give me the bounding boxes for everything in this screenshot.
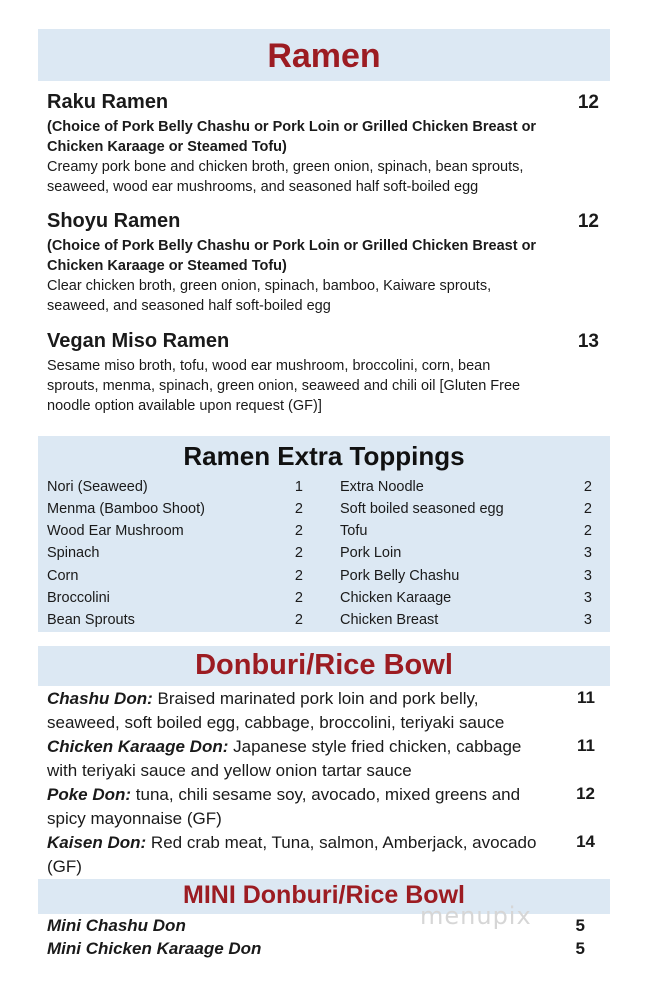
topping-name: Pork Belly Chashu: [340, 568, 460, 584]
shoyu-ramen-choice-2: Chicken Karaage or Steamed Tofu): [47, 258, 287, 274]
topping-price: 2: [294, 612, 303, 628]
topping-name: Bean Sprouts: [47, 612, 135, 628]
topping-price: 2: [294, 590, 303, 606]
raku-ramen-desc-2: seaweed, wood ear mushrooms, and seasoned half soft-boiled egg: [47, 179, 479, 195]
topping-row: [47, 498, 307, 520]
kaisen-don-desc: [47, 831, 547, 879]
kaisen-don-name: Kaisen Don:: [47, 833, 147, 852]
chashu-don-desc-1: Braised marinated pork loin and pork belly,: [152, 689, 479, 708]
kaisen-don-desc-1: Red crab meat, Tuna, salmon, Amberjack, avocado: [146, 833, 537, 852]
raku-ramen-price: 12: [577, 92, 599, 113]
chicken-karaage-don-price: 11: [577, 736, 595, 755]
topping-price: 3: [583, 612, 592, 628]
topping-name: Soft boiled seasoned egg: [340, 501, 504, 517]
shoyu-ramen-price: 12: [577, 211, 599, 232]
menupix-watermark: menupix: [420, 902, 532, 930]
shoyu-ramen-desc-1: Clear chicken broth, green onion, spinach, bamboo, Kaiware sprouts,: [47, 278, 492, 294]
topping-row: [47, 542, 307, 564]
topping-name: Nori (Seaweed): [47, 479, 148, 495]
topping-price: 3: [583, 568, 592, 584]
topping-price: 2: [294, 501, 303, 517]
topping-name: Wood Ear Mushroom: [47, 523, 184, 539]
topping-price: 3: [583, 590, 592, 606]
topping-name: Extra Noodle: [340, 479, 424, 495]
topping-price: 2: [583, 523, 592, 539]
raku-ramen-choice-2: Chicken Karaage or Steamed Tofu): [47, 139, 287, 155]
topping-row: [47, 565, 307, 587]
topping-row: [47, 609, 307, 631]
shoyu-ramen-name: Shoyu Ramen: [47, 210, 181, 232]
mini-chicken-karaage-don-price: 5: [575, 939, 585, 958]
mini-chicken-karaage-don-name: Mini Chicken Karaage Don: [47, 939, 262, 958]
topping-row: [340, 565, 600, 587]
poke-don-desc-2: spicy mayonnaise (GF): [47, 809, 222, 828]
shoyu-ramen-desc-2: seaweed, and seasoned half soft-boiled egg: [47, 298, 331, 314]
topping-row: [340, 498, 600, 520]
topping-row: [340, 520, 600, 542]
topping-price: 1: [294, 479, 303, 495]
mini-chashu-don-price: 5: [575, 916, 585, 935]
topping-name: Spinach: [47, 545, 100, 561]
poke-don-desc: [47, 783, 547, 831]
topping-name: Pork Loin: [340, 545, 402, 561]
topping-row: [340, 542, 600, 564]
vegan-miso-ramen-name: Vegan Miso Ramen: [47, 330, 230, 352]
mini-chashu-don-name: Mini Chashu Don: [47, 916, 186, 935]
topping-name: Chicken Karaage: [340, 590, 452, 606]
topping-row: [340, 609, 600, 631]
ramen-header-band: [38, 29, 610, 81]
chicken-karaage-don-desc-2: with teriyaki sauce and yellow onion tartar sauce: [47, 761, 412, 780]
chashu-don-desc: [47, 687, 547, 735]
donburi-section-title: Donburi/Rice Bowl: [195, 649, 453, 681]
vegan-miso-ramen-desc-1: Sesame miso broth, tofu, wood ear mushroom, broccolini, corn, bean: [47, 358, 491, 374]
topping-row: [47, 520, 307, 542]
poke-don-name: Poke Don:: [47, 785, 132, 804]
poke-don-price: 12: [576, 784, 595, 803]
topping-row: [47, 476, 307, 498]
chicken-karaage-don-desc-1: Japanese style fried chicken, cabbage: [228, 737, 522, 756]
topping-name: Tofu: [340, 523, 368, 539]
topping-price: 2: [583, 479, 592, 495]
ramen-section-title: Ramen: [267, 37, 381, 75]
topping-price: 2: [294, 568, 303, 584]
poke-don-desc-1: tuna, chili sesame soy, avocado, mixed greens and: [131, 785, 521, 804]
topping-row: [47, 587, 307, 609]
topping-row: [340, 476, 600, 498]
kaisen-don-price: 14: [576, 832, 595, 851]
vegan-miso-ramen-desc-3: noodle option available upon request (GF)]: [47, 398, 322, 414]
mini-donburi-section-title: MINI Donburi/Rice Bowl: [183, 881, 465, 909]
chashu-don-price: 11: [577, 688, 595, 707]
chashu-don-name: Chashu Don:: [47, 689, 153, 708]
topping-name: Broccolini: [47, 590, 110, 606]
topping-name: Corn: [47, 568, 79, 584]
raku-ramen-name: Raku Ramen: [47, 91, 169, 113]
topping-price: 2: [294, 523, 303, 539]
topping-row: [340, 587, 600, 609]
topping-price: 3: [583, 545, 592, 561]
chashu-don-desc-2: seaweed, soft boiled egg, cabbage, broccolini, teriyaki sauce: [47, 713, 505, 732]
topping-name: Menma (Bamboo Shoot): [47, 501, 205, 517]
shoyu-ramen-choice-1: (Choice of Pork Belly Chashu or Pork Loin or Grilled Chicken Breast or: [47, 238, 537, 254]
chicken-karaage-don-desc: [47, 735, 547, 783]
toppings-section-title: Ramen Extra Toppings: [183, 441, 465, 471]
vegan-miso-ramen-desc-2: sprouts, menma, spinach, green onion, seaweed and chili oil [Gluten Free: [47, 378, 521, 394]
chicken-karaage-don-name: Chicken Karaage Don:: [47, 737, 229, 756]
kaisen-don-desc-2: (GF): [47, 857, 82, 876]
raku-ramen-choice-1: (Choice of Pork Belly Chashu or Pork Loin or Grilled Chicken Breast or: [47, 119, 537, 135]
donburi-header-band: [38, 646, 610, 686]
vegan-miso-ramen-price: 13: [577, 331, 599, 352]
raku-ramen-desc-1: Creamy pork bone and chicken broth, green onion, spinach, bean sprouts,: [47, 159, 524, 175]
topping-price: 2: [583, 501, 592, 517]
topping-name: Chicken Breast: [340, 612, 439, 628]
topping-price: 2: [294, 545, 303, 561]
